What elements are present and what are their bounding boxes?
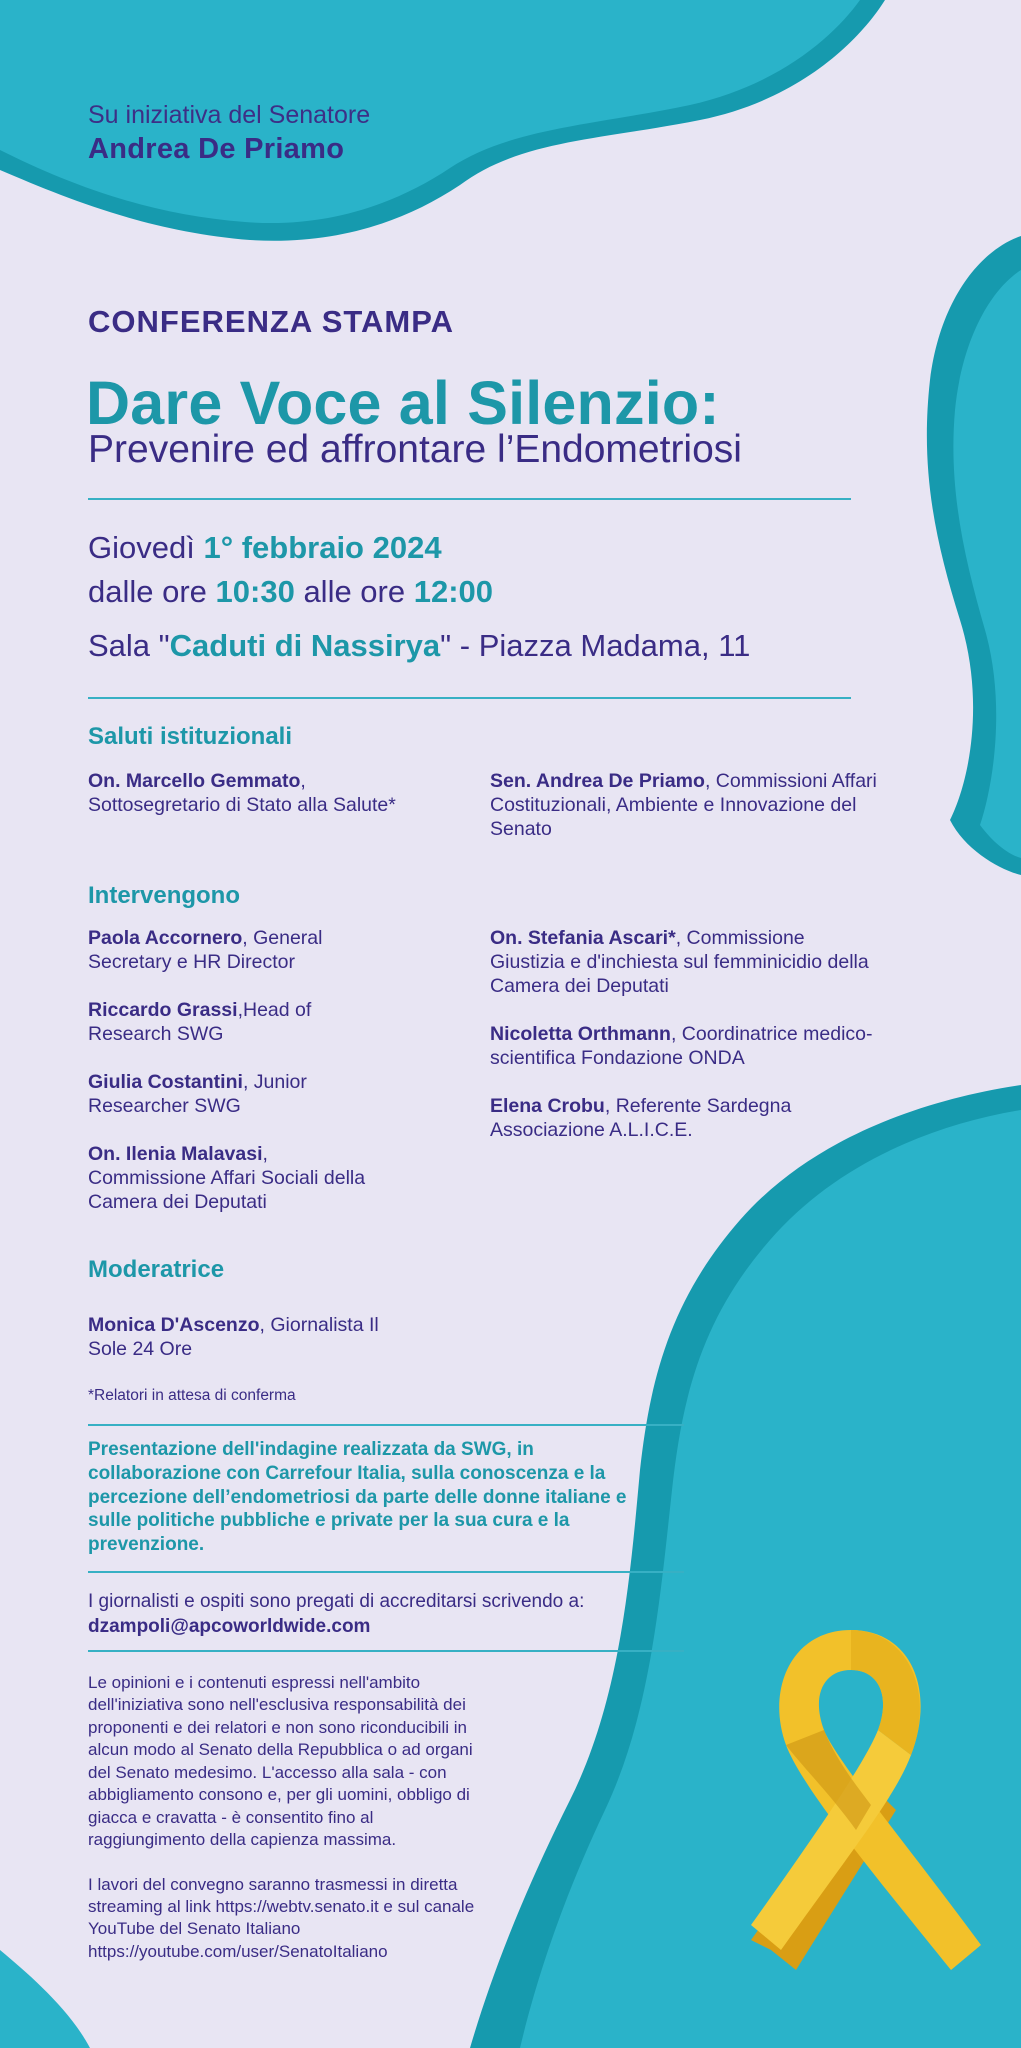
divider	[88, 498, 851, 500]
section-greetings: Saluti istituzionali	[88, 723, 293, 750]
event-time	[88, 574, 493, 610]
end-time: 12:00	[413, 574, 494, 609]
initiative-block	[88, 100, 370, 168]
event-subtitle: Prevenire ed affrontare l’Endometriosi	[88, 428, 742, 471]
speaker: Giulia Costantini, Junior Researcher SWG	[88, 1071, 307, 1117]
speaker: Paola Accornero, General Secretary e HR Director	[88, 927, 323, 973]
divider	[88, 697, 851, 699]
place-prefix: Sala "	[88, 628, 170, 663]
survey-description: Presentazione dell'indagine realizzata da SWG, in collaborazione con Carrefour Italia, sulla conoscenza e la percezione dell’endometriosi da parte delle donne italiane e sulle politiche pubbliche e private per la sua cura e la prevenzione.	[88, 1439, 627, 1555]
accreditation	[88, 1590, 688, 1639]
moderator: Monica D'Ascenzo, Giornalista Il Sole 24 Ore	[88, 1314, 379, 1360]
place-suffix: " - Piazza Madama, 11	[440, 628, 751, 663]
speaker: On. Ilenia Malavasi, Commissione Affari Sociali della Camera dei Deputati	[88, 1143, 366, 1213]
confirmation-note: *Relatori in attesa di conferma	[88, 1387, 296, 1404]
speaker: Elena Crobu, Referente Sardegna Associazione A.L.I.C.E.	[490, 1095, 792, 1141]
date-value: 1° febbraio 2024	[203, 530, 442, 565]
disclaimer	[88, 1672, 488, 1985]
speaker: Riccardo Grassi,Head of Research SWG	[88, 999, 312, 1045]
disclaimer-paragraph: Le opinioni e i contenuti espressi nell'ambito dell'iniziativa sono nell'esclusiva responsabilità dei proponenti e dei relatori e non sono riconducibili in alcun modo al Senato della Repubblica o ad organi del Senato medesimo. L'accesso alla sala - con abbigliamento consono e, per gli uomini, obbligo di giacca e cravatta - è consentito fino al raggiungimento della capienza massima.	[88, 1673, 473, 1850]
divider	[88, 1650, 684, 1652]
streaming-info: I lavori del convegno saranno trasmessi in diretta streaming al link https://webtv.senato.it e sul canale YouTube del Senato Italiano https://youtube.com/user/SenatoItaliano	[88, 1874, 475, 1961]
event-title: Dare Voce al Silenzio:	[86, 369, 720, 437]
initiative-label: Su iniziativa del Senatore	[88, 101, 371, 129]
event-place	[88, 628, 750, 664]
time-prefix: dalle ore	[88, 574, 216, 609]
speaker: On. Stefania Ascari*, Commissione Giustizia e d'inchiesta sul femminicidio della Camera dei Deputati	[490, 927, 869, 997]
accreditation-email[interactable]: dzampoli@apcoworldwide.com	[88, 1615, 371, 1637]
section-speakers: Intervengono	[88, 882, 241, 909]
divider	[88, 1571, 684, 1573]
accreditation-text: I giornalisti e ospiti sono pregati di accreditarsi scrivendo a:	[88, 1591, 585, 1612]
day-prefix: Giovedì	[88, 530, 204, 565]
speaker: Nicoletta Orthmann, Coordinatrice medico-scientifica Fondazione ONDA	[490, 1023, 873, 1069]
time-middle: alle ore	[294, 574, 414, 609]
event-kicker: CONFERENZA STAMPA	[88, 304, 455, 339]
section-moderator: Moderatrice	[88, 1256, 225, 1283]
greeting-person: Sen. Andrea De Priamo, Commissioni Affari Costituzionali, Ambiente e Innovazione del Senato	[490, 770, 877, 840]
event-date	[88, 530, 442, 566]
greeting-person: On. Marcello Gemmato, Sottosegretario di Stato alla Salute*	[88, 770, 396, 816]
senator-name: Andrea De Priamo	[88, 133, 345, 166]
room-name: Caduti di Nassirya	[169, 628, 441, 663]
start-time: 10:30	[215, 574, 295, 609]
divider	[88, 1424, 684, 1426]
